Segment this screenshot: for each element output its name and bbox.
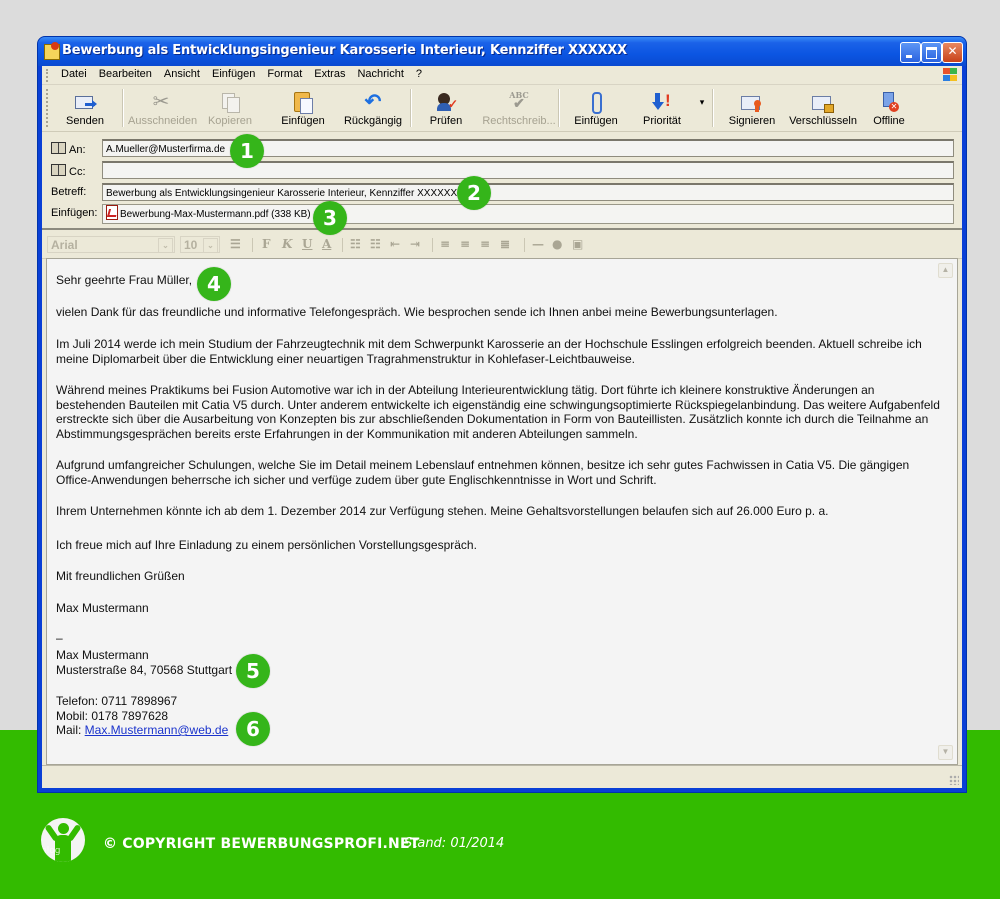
body-paragraph: Während meines Praktikums bei Fusion Automotive war ich in der Abteilung Interieurentwicklung tätig. Dort führte ich kleinere konstruktive Änderungen an bestehenden Bauteilen mit Catia V5 durch. Unter anderem entwickelte ich eigenständig eine schwingungsoptimierte Rückspiegelanbindung. Das weitere Aufgabenfeld erstreckte sich über die Ausarbeitung von Konzepten bis zur abschließenden Dokumentation in Form von Bauteillisten. Zusätzlich konnte ich durch die Teilnahme an Abstimmungsgesprächen bereits erste Erfahrungen in der Kommunikation mit anderen Abteilungen sammeln. — [56, 383, 940, 441]
body-paragraph: Im Juli 2014 werde ich mein Studium der Fahrzeugtechnik mit dem Schwerpunkt Karosserie an der Hochschule Esslingen erfolgreich beenden. Aktuell schreibe ich meine Diplomarbeit über die Entwicklung einer neuartigen Tragrahmenstruktur in Kohlefaser-Leichtbauweise. — [56, 337, 922, 366]
menu-nachricht[interactable]: Nachricht — [357, 68, 404, 80]
closing: Mit freundlichen Grüßen — [56, 569, 185, 583]
copy-icon — [218, 91, 242, 113]
logo-blog-text: blog — [41, 846, 61, 856]
signature-name: Max Mustermann — [56, 648, 149, 662]
address-book-icon — [51, 164, 66, 176]
minimize-button[interactable] — [900, 42, 921, 63]
underline-icon[interactable]: U — [302, 237, 313, 251]
body-paragraph: vielen Dank für das freundliche und informative Telefongespräch. Wie besprochen sende ich Ihnen anbei meine Bewerbungsunterlagen. — [56, 305, 778, 319]
paste-button[interactable]: Einfügen — [270, 85, 336, 131]
windows-logo-icon — [942, 67, 958, 82]
to-label[interactable]: An: — [51, 142, 86, 156]
paperclip-icon — [584, 91, 608, 113]
window-client-area — [42, 66, 962, 788]
decrease-indent-icon[interactable]: ⇤ — [390, 237, 401, 251]
address-book-icon — [51, 142, 66, 154]
main-toolbar — [42, 85, 962, 132]
greeting: Sehr geehrte Frau Müller, — [56, 273, 193, 287]
bullet-list-icon[interactable]: ☷ — [370, 237, 381, 251]
annotation-badge-4: 4 — [197, 267, 231, 301]
encrypt-icon — [811, 91, 835, 113]
font-size-select[interactable]: 10 ⌄ — [180, 236, 220, 253]
sender-name: Max Mustermann — [56, 601, 149, 615]
formatting-toolbar — [42, 228, 962, 259]
copyright-text: © COPYRIGHT BEWERBUNGSPROFI.NET — [103, 836, 420, 852]
insert-link-icon[interactable]: ● — [552, 237, 563, 251]
offline-button[interactable]: ✕ Offline — [864, 85, 914, 131]
cc-label[interactable]: Cc: — [51, 164, 86, 178]
body-paragraph: Ich freue mich auf Ihre Einladung zu einem persönlichen Vorstellungsgespräch. — [56, 538, 477, 552]
font-color-icon[interactable]: A — [322, 237, 332, 251]
subject-field[interactable]: Bewerbung als Entwicklungsingenieur Karosserie Interieur, Kennziffer XXXXXX — [102, 183, 954, 201]
offline-icon: ✕ — [877, 91, 901, 113]
scissors-icon: ✂ — [152, 91, 170, 113]
subject-row — [42, 183, 962, 203]
chevron-down-icon: ⌄ — [158, 238, 173, 253]
toolbar-grip-handle[interactable] — [46, 89, 50, 127]
font-select[interactable]: Arial ⌄ — [47, 236, 175, 253]
justify-icon[interactable]: ≣ — [500, 237, 511, 251]
menu-bar — [42, 66, 962, 85]
signature-mobile: Mobil: 0178 7897628 — [56, 709, 169, 723]
paste-icon — [291, 91, 315, 113]
scroll-up-button[interactable]: ▲ — [938, 263, 953, 278]
align-left-icon[interactable]: ≡ — [440, 237, 451, 251]
attach-button[interactable]: Einfügen — [564, 85, 628, 131]
menu-grip-handle[interactable] — [46, 69, 50, 82]
bewerbungsprofi-logo — [41, 818, 85, 862]
spellcheck-button[interactable]: ABC ✔ Rechtschreib... — [482, 90, 556, 127]
body-paragraph: Aufgrund umfangreicher Schulungen, welche Sie im Detail meinem Lebenslauf entnehmen können, besitze ich sehr gutes Fachwissen in Catia V5. Die gängigen Office-Anwendungen beherrsche ich sicher und verfüge zudem über gute Englischkenntnisse in Wort und Schrift. — [56, 458, 910, 487]
spellcheck-icon: ABC ✔ — [509, 90, 529, 112]
attachment-row — [42, 204, 962, 224]
compose-message-icon — [44, 44, 60, 60]
align-right-icon[interactable]: ≡ — [480, 237, 491, 251]
check-names-button[interactable]: ✓ Prüfen — [418, 85, 474, 131]
menu-datei[interactable]: Datei — [61, 68, 87, 80]
signature-address: Musterstraße 84, 70568 Stuttgart — [56, 663, 233, 677]
subject-label: Betreff: — [51, 186, 87, 198]
paragraph-style-icon[interactable]: ☰ — [230, 237, 241, 251]
cc-row — [42, 161, 962, 181]
menu-format[interactable]: Format — [267, 68, 303, 80]
attachment-field[interactable] — [102, 204, 954, 224]
scroll-down-button[interactable]: ▼ — [938, 745, 953, 760]
close-button[interactable] — [942, 42, 963, 63]
increase-indent-icon[interactable]: ⇥ — [410, 237, 421, 251]
bold-icon[interactable]: F — [262, 237, 271, 251]
cc-field[interactable] — [102, 161, 954, 179]
attachment-filename[interactable]: Bewerbung-Max-Mustermann.pdf (338 KB) — [120, 209, 311, 220]
to-row — [42, 139, 962, 159]
annotation-badge-2: 2 — [457, 176, 491, 210]
send-icon — [73, 91, 97, 113]
body-paragraph: Ihrem Unternehmen könnte ich ab dem 1. Dezember 2014 zur Verfügung stehen. Meine Gehaltsvorstellungen belaufen sich auf 26.000 Euro p. a. — [56, 504, 829, 518]
sign-button[interactable]: Signieren — [722, 85, 782, 131]
stand-date: Stand: 01/2014 — [404, 836, 505, 851]
window-title: Bewerbung als Entwicklungsingenieur Karosserie Interieur, Kennziffer XXXXXX — [62, 43, 627, 58]
menu-extras[interactable]: Extras — [314, 68, 346, 80]
title-bar[interactable] — [38, 37, 966, 66]
undo-button[interactable]: ↶ Rückgängig — [343, 91, 403, 127]
send-button[interactable]: Senden — [54, 85, 116, 131]
email-compose-window — [38, 37, 966, 792]
message-body-editor[interactable] — [46, 258, 958, 765]
email-link[interactable]: Max.Mustermann@web.de — [84, 723, 229, 737]
attachment-label: Einfügen: — [51, 207, 98, 219]
to-field[interactable]: A.Mueller@Musterfirma.de — [102, 139, 954, 157]
status-bar — [42, 765, 962, 788]
align-center-icon[interactable]: ≡ — [460, 237, 471, 251]
horizontal-line-icon[interactable]: — — [532, 237, 544, 251]
signature-phone: Telefon: 0711 7898967 — [56, 694, 178, 708]
menu-bearbeiten[interactable]: Bearbeiten — [98, 68, 152, 80]
message-headers — [42, 132, 962, 225]
annotation-badge-1: 1 — [230, 134, 264, 168]
menu-einfuegen[interactable]: Einfügen — [211, 68, 256, 80]
sign-icon — [740, 91, 764, 113]
pdf-file-icon — [106, 205, 118, 220]
chevron-down-icon: ⌄ — [203, 238, 218, 253]
undo-icon: ↶ — [364, 91, 382, 113]
chevron-down-icon: ▾ — [699, 97, 705, 107]
cut-button[interactable]: ✂ Ausschneiden — [128, 91, 198, 127]
check-names-icon: ✓ — [434, 91, 458, 113]
annotation-badge-3: 3 — [313, 201, 347, 235]
encrypt-button[interactable]: Verschlüsseln — [786, 85, 860, 131]
italic-icon[interactable]: K — [282, 237, 293, 251]
copy-button[interactable]: Kopieren — [202, 85, 258, 131]
priority-icon: ! — [650, 91, 674, 113]
priority-dropdown-button[interactable] — [696, 97, 708, 111]
priority-button[interactable]: ! Priorität — [643, 91, 681, 127]
annotation-badge-6: 6 — [236, 712, 270, 746]
resize-grip-icon[interactable] — [949, 775, 959, 785]
menu-help[interactable]: ? — [415, 68, 423, 80]
signature-mail: Mail: Max.Mustermann@web.de — [56, 723, 229, 737]
annotation-badge-5: 5 — [236, 654, 270, 688]
maximize-button[interactable] — [921, 42, 942, 63]
menu-ansicht[interactable]: Ansicht — [163, 68, 200, 80]
insert-image-icon[interactable]: ▣ — [572, 237, 584, 251]
numbered-list-icon[interactable]: ☷ — [350, 237, 361, 251]
signature-separator: – — [56, 631, 63, 645]
close-icon: ✕ — [947, 44, 958, 58]
